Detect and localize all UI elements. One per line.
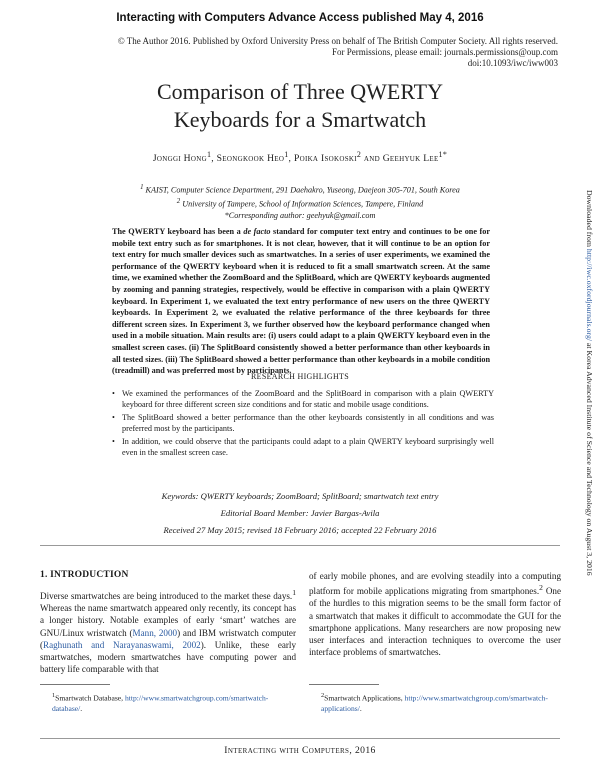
- affiliation-2: [0, 196, 600, 210]
- footnote-link[interactable]: http://www.smartwatchgroup.com/smartwatch-applications/: [321, 693, 548, 713]
- section-divider: [40, 545, 560, 546]
- author-name: Jonggi Hong: [152, 153, 207, 165]
- footnote-2: [309, 684, 561, 714]
- highlight-item: • We examined the performances of the ZoomBoard and the SplitBoard in comparison with a plain QWERTY keyboard for three different screen size conditions and for static and mobile usage conditions.: [110, 388, 494, 411]
- author-name: Poika Isokoski: [293, 153, 357, 165]
- corresponding-author: *Corresponding author: geehyuk@gmail.com: [224, 211, 376, 221]
- abstract-emphasis: de facto: [243, 227, 271, 236]
- footnote-1: [40, 684, 296, 714]
- author-affil-mark: 1: [206, 150, 212, 159]
- abstract-text: The QWERTY keyboard has been a: [112, 227, 244, 236]
- permissions-line: For Permissions, please email: journals.permissions@oup.com: [331, 47, 558, 57]
- editorial-board-member: Editorial Board Member: Javier Bargas-Avila: [220, 508, 380, 518]
- title-line-1: Comparison of Three QWERTY: [156, 79, 444, 104]
- footer-divider: [40, 738, 560, 739]
- body-text: Whereas the name smartwatch appeared only recently, its concept has a longer history. Notable examples of early ‘smart’ watches are GNU/Linux wristwatch (: [40, 603, 296, 638]
- affiliation-mark: 2: [176, 198, 181, 206]
- download-sidebar: [580, 190, 594, 610]
- body-text: Diverse smartwatches are being introduced to the market these days.: [40, 591, 293, 602]
- author-affil-mark: 1: [284, 150, 289, 159]
- footnote-number: 2: [321, 692, 325, 699]
- highlights-title: RESEARCH HIGHLIGHTS: [251, 372, 349, 381]
- paper-title: [0, 78, 600, 134]
- abstract: [112, 226, 490, 377]
- footnote-marker[interactable]: 1: [292, 588, 296, 597]
- footnote-rule: [40, 684, 110, 685]
- footnote-number: 1: [52, 692, 56, 699]
- publication-header: Interacting with Computers Advance Access published May 4, 2016: [116, 12, 484, 24]
- body-text: of early mobile phones, and are evolving steadily into a computing platform for mobile applications migrating from smartphones.: [309, 571, 561, 597]
- research-highlights: [110, 388, 494, 459]
- footnote-text: .: [359, 703, 362, 713]
- author-name: Seongkook Heo: [216, 153, 285, 165]
- author-separator: ,: [211, 153, 217, 165]
- highlight-item: • In addition, we could observe that the participants could adapt to a plain QWERTY keyboard surprisingly well even in the smallest screen case.: [110, 436, 494, 459]
- sidebar-text: Downloaded from: [585, 190, 594, 249]
- affiliation-text: KAIST, Computer Science Department, 291 Daehakro, Yuseong, Daejeon 305-701, South Korea: [145, 185, 460, 195]
- title-line-2: Keyboards for a Smartwatch: [173, 107, 427, 132]
- author-separator: ,: [288, 153, 294, 165]
- journal-footer: Interacting with Computers, 2016: [224, 745, 376, 756]
- received-dates: Received 27 May 2015; revised 18 February 2016; accepted 22 February 2016: [163, 525, 437, 535]
- author-affil-mark: 1*: [438, 150, 448, 159]
- author-list: [0, 150, 600, 164]
- footnote-text: Smartwatch Database,: [55, 693, 125, 703]
- intro-column-right: [309, 570, 561, 658]
- author-name: Geehyuk Lee: [382, 153, 439, 165]
- citation-link[interactable]: Mann, 2000: [132, 627, 178, 638]
- section-heading: 1. INTRODUCTION: [40, 570, 129, 580]
- affiliation-1: [0, 182, 600, 196]
- doi-line[interactable]: doi:10.1093/iwc/iww003: [467, 58, 558, 68]
- sidebar-text: at Korea Advanced Institute of Science and Technology on August 3, 2016: [585, 341, 594, 576]
- affiliation-mark: 1: [140, 184, 144, 191]
- author-separator: and: [361, 153, 383, 165]
- body-text: One of the hurdles to this migration seems to be the small form factor of a smartwatch that makes it difficult to accommodate the GUI for the smartphone applications. Many researchers are now proposing new user interfaces and interaction techniques to overcome the user interface problems of smartwatches.: [309, 586, 561, 658]
- footnote-link[interactable]: http://www.smartwatchgroup.com/smartwatch-database/: [52, 693, 269, 713]
- affiliation-text: University of Tampere, School of Information Sciences, Tampere, Finland: [182, 199, 424, 209]
- rights-line: © The Author 2016. Published by Oxford University Press on behalf of The British Computer Society. All rights reserved.: [117, 36, 558, 46]
- copyright-block: [118, 36, 558, 69]
- body-text: ). Unlike, these early smartwatches, modern smartwatches have computing power and battery life comparable with that: [40, 639, 296, 675]
- affiliations: [0, 182, 600, 222]
- footnote-marker[interactable]: 2: [539, 583, 543, 593]
- highlight-item: • The SplitBoard showed a better performance than the other keyboards consistently in all conditions and was preferred most by the participants.: [110, 412, 494, 435]
- footnote-rule: [309, 684, 379, 685]
- intro-column-left: [40, 587, 296, 675]
- author-affil-mark: 2: [356, 150, 362, 159]
- keywords: Keywords: QWERTY keyboards; ZoomBoard; SplitBoard; smartwatch text entry: [161, 491, 439, 501]
- abstract-text: standard for computer text entry and continues to be one for mobile text entry such as for smartphones. It is not clear, however, that it will continue to be an option for text entry for much smaller devices such as smartwatches. In a series of user experiments, we examined the performance of the QWERTY keyboard when it is reduced to fit a small smartwatch screen. At the same time, we examined whether the ZoomBoard and the SplitBoard, which are QWERTY keyboards augmented by zooming and panning strategies, respectively, would be effective in comparison with a plain QWERTY keyboard. In Experiment 1, we evaluated the text entry performance of new users on the three QWERTY keyboards. In Experiment 2, we evaluated the relative performance of the three keyboards for three different screen sizes. In Experiment 3, we further observed how the keyboard performance changed when used in a mobile situation. Main results are: (i) users could adapt to a plain QWERTY keyboard even in the smallest screen cases. (ii) The SplitBoard consistently showed a better performance than other keyboards in all tested sizes. (iii) The SplitBoard showed a better performance than other keyboards in a mobile condition (treadmill) and was preferred most by participants.: [112, 227, 491, 376]
- citation-link[interactable]: Raghunath and Narayanaswami, 2002: [43, 639, 201, 650]
- body-text: ) and IBM wristwatch computer (: [40, 627, 296, 650]
- footnote-text: Smartwatch Applications,: [324, 693, 405, 703]
- footnote-text: .: [80, 703, 83, 713]
- sidebar-link[interactable]: http://iwc.oxfordjournals.org/: [585, 248, 594, 342]
